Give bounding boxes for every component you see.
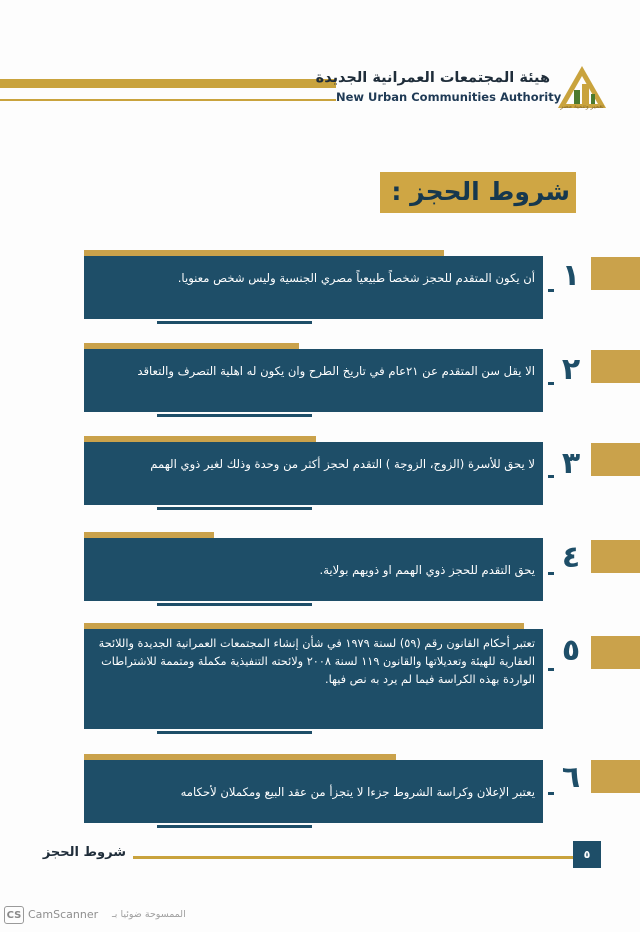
- org-name-arabic: هيئة المجتمعات العمرانية الجديدة: [315, 70, 550, 86]
- number-connector: [548, 289, 554, 292]
- accent-bar: [84, 250, 444, 256]
- number-stripe: [591, 636, 640, 669]
- underline-bar: [157, 414, 312, 417]
- number-connector: [548, 572, 554, 575]
- accent-bar: [84, 532, 214, 538]
- number-stripe: [591, 443, 640, 476]
- number-stripe: [591, 350, 640, 383]
- condition-number-5: ٥: [561, 633, 581, 668]
- number-connector: [548, 475, 554, 478]
- page-number: ٥: [573, 841, 601, 868]
- camscanner-arabic-caption: الممسوحة ضوئيا بـ: [112, 909, 186, 920]
- footer-section-title: شروط الحجز: [42, 845, 126, 860]
- condition-number-3: ٣: [561, 446, 581, 481]
- underline-bar: [157, 321, 312, 324]
- condition-text-5: تعتبر أحكام القانون رقم (٥٩) لسنة ١٩٧٩ في شأن إنشاء المجتمعات العمرانية الجديدة واللائحة العقارية للهيئة وتعديلاتها والقانون ١١٩ لسنة ٢٠٠٨ ولائحته التنفيذية مكملة ومتممة للاشتراطات الواردة بهذه الكراسة فيما لم يرد به نص فيها.: [98, 637, 535, 686]
- number-connector: [548, 668, 554, 671]
- condition-text-6: يعتبر الإعلان وكراسة الشروط جزءا لا يتجزأ من عقد البيع ومكملان لأحكامه: [180, 785, 535, 799]
- condition-text-3: لا يحق للأسرة (الزوج، الزوجة ) التقدم لحجز أكثر من وحدة وذلك لغير ذوي الهمم: [150, 457, 535, 471]
- logo-motto: تعمير وتنمية مصر: [560, 103, 604, 110]
- number-stripe: [591, 760, 640, 793]
- condition-text-4: يحق التقدم للحجز ذوي الهمم او ذويهم بولاية.: [319, 563, 535, 577]
- page-title: شروط الحجز :: [391, 177, 570, 206]
- condition-box-5: [84, 629, 543, 729]
- accent-bar: [84, 623, 524, 629]
- condition-box-4: [84, 538, 543, 601]
- condition-text-2: الا يقل سن المتقدم عن ٢١عام في تاريخ الطرح وان يكون له اهلية التصرف والتعاقد: [137, 364, 535, 378]
- number-stripe: [591, 257, 640, 290]
- underline-bar: [157, 603, 312, 606]
- condition-number-2: ٢: [561, 352, 581, 387]
- org-name-english: New Urban Communities Authority: [336, 90, 562, 104]
- condition-number-6: ٦: [561, 760, 581, 795]
- condition-number-1: ١: [561, 258, 581, 293]
- footer-gold-line: [133, 856, 578, 859]
- accent-bar: [84, 436, 316, 442]
- condition-box-1: [84, 256, 543, 319]
- header-gold-line: [0, 99, 336, 101]
- condition-box-2: [84, 349, 543, 412]
- underline-bar: [157, 825, 312, 828]
- camscanner-name: CamScanner: [28, 908, 99, 921]
- number-stripe: [591, 540, 640, 573]
- number-connector: [548, 382, 554, 385]
- number-connector: [548, 792, 554, 795]
- underline-bar: [157, 731, 312, 734]
- condition-box-3: [84, 442, 543, 505]
- accent-bar: [84, 754, 396, 760]
- camscanner-logo-icon: CS: [4, 906, 24, 924]
- condition-number-4: ٤: [561, 540, 581, 575]
- condition-box-6: [84, 760, 543, 823]
- accent-bar: [84, 343, 299, 349]
- condition-text-1: أن يكون المتقدم للحجز شخصاً طبيعياً مصري الجنسية وليس شخص معنويا.: [177, 271, 535, 285]
- header-gold-band: [0, 79, 336, 88]
- underline-bar: [157, 507, 312, 510]
